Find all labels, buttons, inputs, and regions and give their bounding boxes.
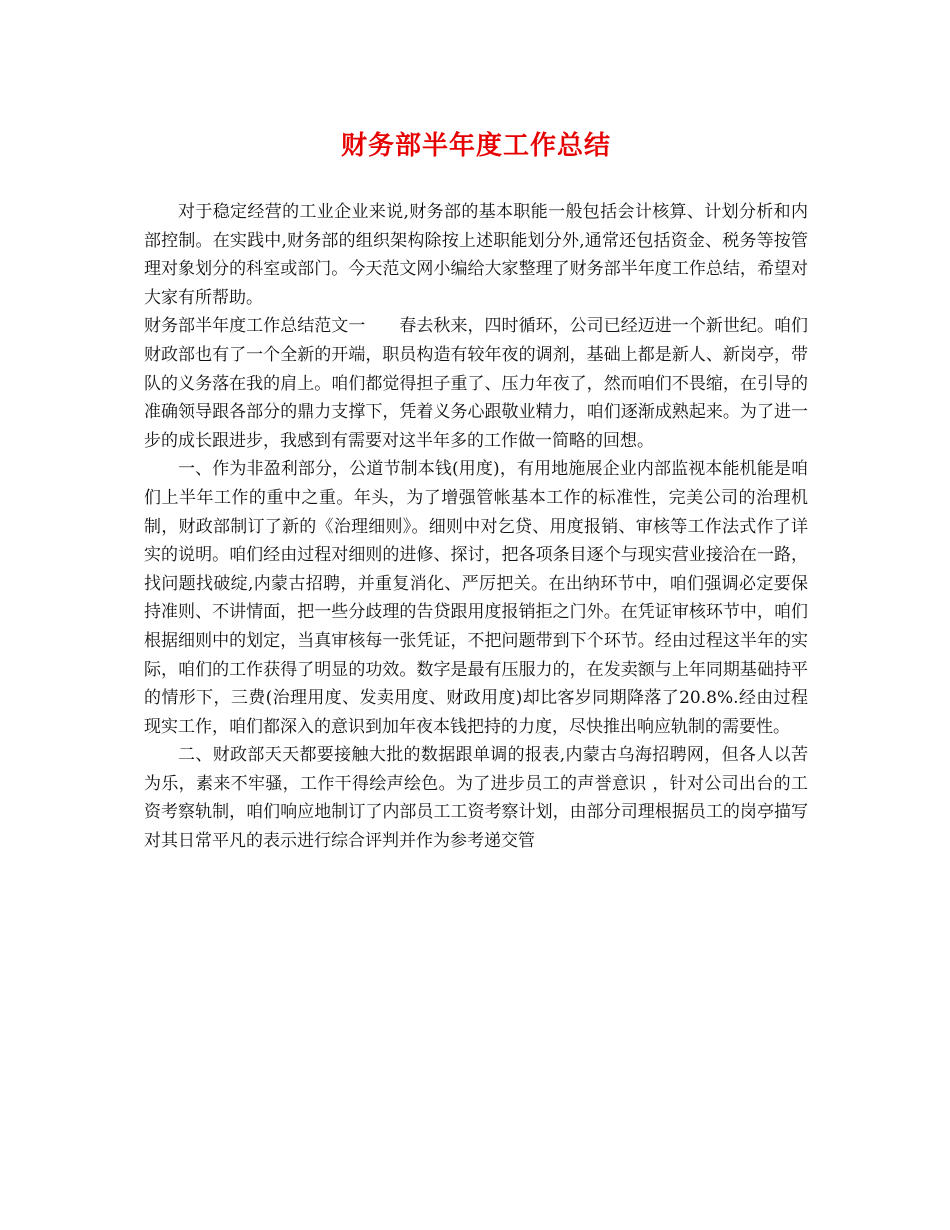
paragraph-section-two: 二、财政部天天都要接触大批的数据跟单调的报表,内蒙古乌海招聘网，但各人以苦为乐，素来不牢骚，工作干得绘声绘色。为了进步员工的声誉意识 ，针对公司出台的工资考察轨制，咱们响应地制订了内部员工工资考察计划，由部分司理根据员工的岗亭描写对其日常平凡的表示进行综合评判并作为参考递交管 [144, 745, 808, 852]
paragraph-intro: 对于稳定经营的工业企业来说,财务部的基本职能一般包括会计核算、计划分析和内部控制。在实践中,财务部的组织架构除按上述职能划分外,通常还包括资金、税务等按管理对象划分的科室或部门。今天范文网小编给大家整理了财务部半年度工作总结，希望对大家有所帮助。 [144, 202, 808, 308]
paragraph-sample-one: 财务部半年度工作总结范文一 春去秋来，四时循环，公司已经迈进一个新世纪。咱们财政部也有了一个全新的开端，职员构造有较年夜的调剂，基础上都是新人、新岗亭，带队的义务落在我的肩上。咱们都觉得担子重了、压力年夜了，然而咱们不畏缩，在引导的准确领导跟各部分的鼎力支撑下，凭着义务心跟敬业精力，咱们逐渐成熟起来。为了进一步的成长跟进步，我感到有需要对这半年多的工作做一简略的回想。 [144, 316, 808, 451]
document-page [144, 128, 808, 856]
paragraph-section-one: 一、作为非盈利部分，公道节制本钱(用度)，有用地施展企业内部监视本能机能是咱们上半年工作的重中之重。年头，为了增强管帐基本工作的标准性，完美公司的治理机制，财政部制订了新的《治理细则》。细则中对乞贷、用度报销、审核等工作法式作了详实的说明。咱们经由过程对细则的进修、探讨，把各项条目逐个与现实营业接洽在一路，找问题找破绽,内蒙古招聘，并重复消化、严厉把关。在出纳环节中，咱们强调必定要保持准则、不讲情面，把一些分歧理的告贷跟用度报销拒之门外。在凭证审核环节中，咱们根据细则中的划定，当真审核每一张凭证，不把问题带到下个环节。经由过程这半年的实际，咱们的工作获得了明显的功效。数字是最有压服力的，在发卖额与上年同期基础持平的情形下，三费(治理用度、发卖用度、财政用度)却比客岁同期降落了20.8%.经由过程现实工作，咱们都深入的意识到加年夜本钱把持的力度，尽快推出响应轨制的需要性。 [144, 459, 808, 737]
document-body [144, 198, 808, 856]
document-title: 财务部半年度工作总结 [340, 131, 611, 161]
